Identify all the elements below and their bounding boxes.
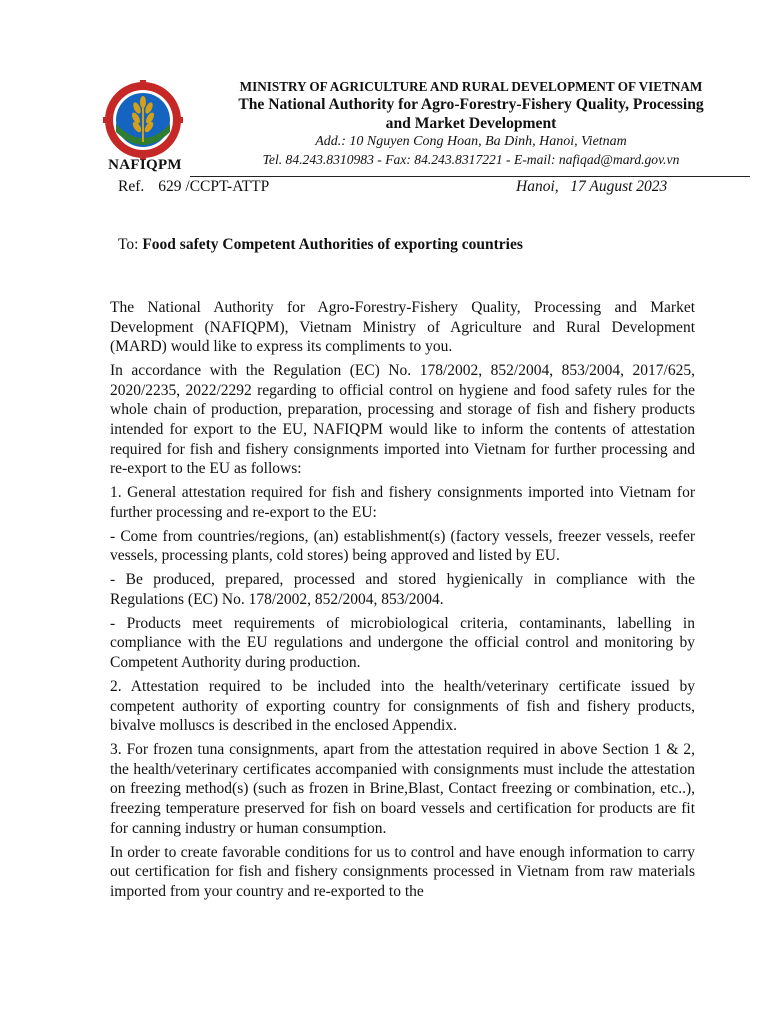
paragraph: - Products meet requirements of microbiological criteria, contaminants, labelling in compliance with the EU regulations and undergone the official control and monitoring by Competent Authority during production.: [110, 614, 695, 672]
ref-label: Ref.: [118, 178, 145, 195]
to-label: To:: [118, 236, 139, 253]
paragraph: In accordance with the Regulation (EC) No. 178/2002, 852/2004, 853/2004, 2017/625, 2020/2235, 2022/2292 regarding to official control on hygiene and food safety rules for the whole chain of production, preparation, processing and storage of fish and fishery products intended for export to the EU, NAFIQPM would like to inform the contents of attestation required for fish and fishery consignments imported into Vietnam for further processing and re-export to the EU as follows:: [110, 362, 695, 478]
address: Add.: 10 Nguyen Cong Hoan, Ba Dinh, Hanoi, Vietnam: [315, 134, 627, 149]
paragraph: - Be produced, prepared, processed and stored hygienically in compliance with the Regulations (EC) No. 178/2002, 852/2004, 853/2004.: [110, 571, 695, 608]
paragraph: The National Authority for Agro-Forestry-Fishery Quality, Processing and Market Development (NAFIQPM), Vietnam Ministry of Agriculture and Rural Development (MARD) would like to express its compliments to you.: [110, 299, 695, 356]
reference: [118, 178, 269, 196]
header-divider: [190, 176, 750, 177]
authority-name-line2: and Market Development: [385, 115, 557, 132]
paragraph: 1. General attestation required for fish and fishery consignments imported into Vietnam for further processing and re-export to the EU:: [110, 484, 695, 521]
paragraph: In order to create favorable conditions for us to control and have enough information to carry out certification for fish and fishery consignments processed in Vietnam from raw materials imported from your country and re-exported to the: [110, 843, 695, 900]
authority-name-line1: The National Authority for Agro-Forestry-Fishery Quality, Processing: [238, 96, 704, 113]
paragraph: - Come from countries/regions, (an) establishment(s) (factory vessels, freezer vessels, reefer vessels, processing plants, cold stores) being approved and listed by EU.: [110, 527, 695, 565]
contact-info: Tel. 84.243.8310983 - Fax: 84.243.8317221 - E-mail: nafiqad@mard.gov.vn: [262, 152, 680, 167]
paragraph: 3. For frozen tuna consignments, apart from the attestation required in above Section 1 & 2, the health/veterinary certificates accompanied with consignments must include the attestation on freezing method(s) (such as frozen in Brine,Blast, Contact freezing or combination, etc..), freezing temperature preserved for fish on board vessels and certification for products are fit for canning industry or human consumption.: [110, 741, 695, 837]
letterhead: [200, 79, 742, 169]
ministry-name: MINISTRY OF AGRICULTURE AND RURAL DEVELOPMENT OF VIETNAM: [239, 79, 703, 94]
paragraph: 2. Attestation required to be included into the health/veterinary certificate issued by competent authority of exporting country for consignments of fish and fishery products, bivalve molluscs is described in the enclosed Appendix.: [110, 678, 695, 735]
logo-caption: NAFIQPM: [108, 157, 182, 173]
recipient: Food safety Competent Authorities of exporting countries: [142, 236, 523, 253]
addressee: [118, 236, 523, 254]
letter-date: Hanoi, 17 August 2023: [516, 178, 668, 195]
letter-body: [110, 298, 695, 906]
nafiqpm-logo: [100, 80, 186, 160]
ref-number: 629 /CCPT-ATTP: [158, 178, 270, 195]
nafiqpm-emblem-icon: [100, 80, 186, 160]
